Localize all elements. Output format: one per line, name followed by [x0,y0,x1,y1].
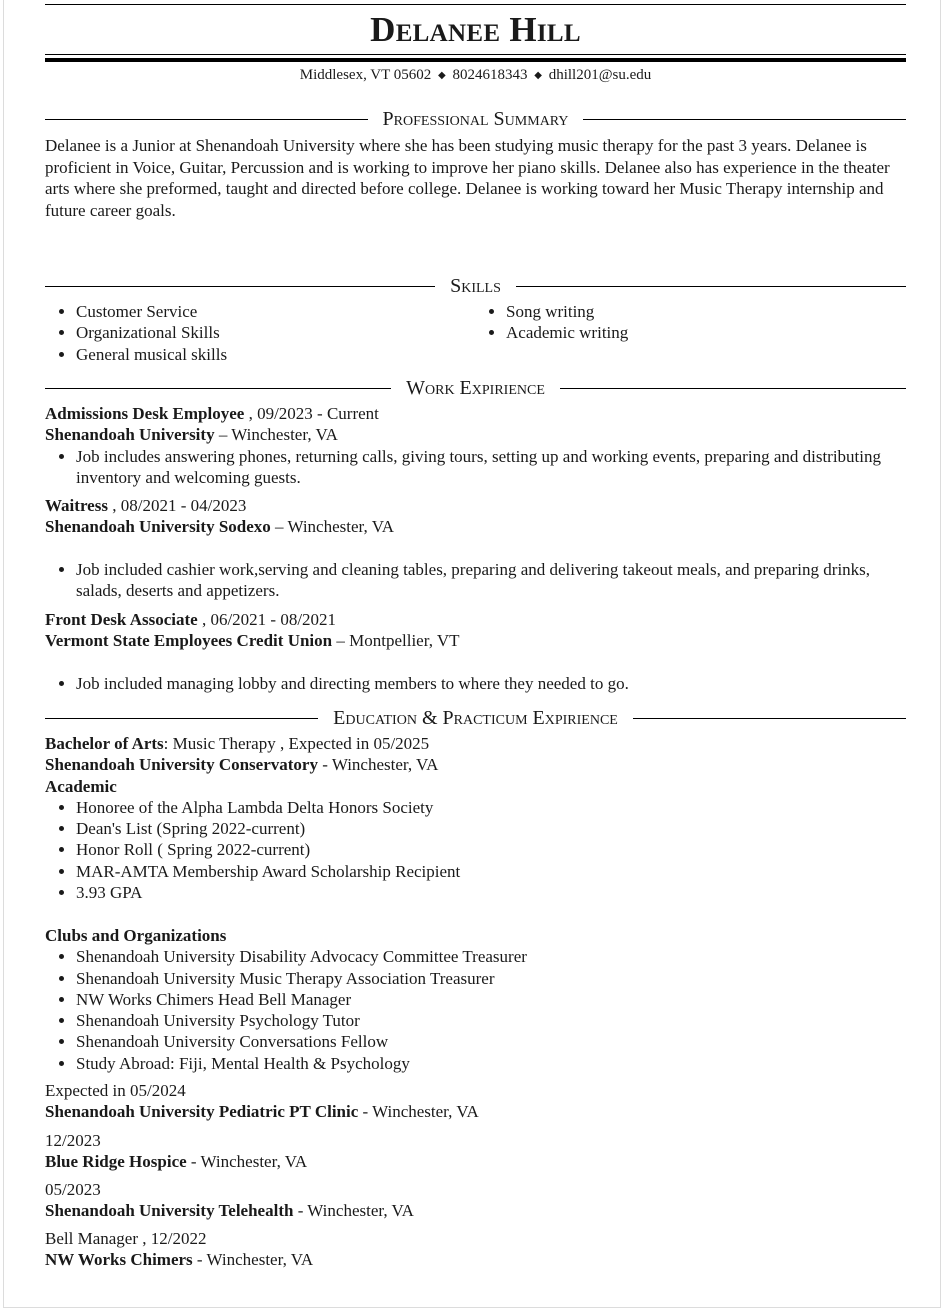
job-location: – Winchester, VA [214,425,338,445]
job-dates: , 09/2023 - Current [244,404,379,423]
job-employer: Vermont State Employees Credit Union [45,631,333,651]
practicum-date: 05/2023 [45,1180,101,1199]
job-employer: Shenandoah University [45,425,215,445]
academic-heading: Academic [45,776,117,796]
practicum-place: NW Works Chimers [45,1250,193,1270]
practicum-date: 12/2023 [45,1131,101,1150]
candidate-name: Delanee Hill [370,10,581,49]
school-line [45,754,906,775]
heading-rule [516,286,906,287]
job-bullets [45,673,906,694]
clubs-entry [45,925,906,1074]
academic-list [45,797,906,903]
practicum-date: Expected in 05/2024 [45,1081,186,1100]
school-location: - Winchester, VA [317,755,439,775]
job-title: Admissions Desk Employee [45,404,245,423]
heading-rule [560,388,906,389]
practicum-entry [45,1080,906,1123]
academic-item: • MAR-AMTA Membership Award Scholarship Recipient [76,861,906,882]
contact-location: Middlesex, VT 05602 [299,67,432,83]
practicum-place-line [45,1249,906,1270]
job-location: – Winchester, VA [270,517,395,537]
heading-rule [583,119,906,120]
skill-item: • Customer Service [76,301,475,322]
practicum-date: Bell Manager , 12/2022 [45,1229,207,1248]
resume-page [3,0,941,1308]
heading-rule [45,286,435,287]
contact-phone: 8024618343 [452,67,528,83]
job-bullet: • Job included cashier work,serving and cleaning tables, preparing and delivering takeout meals, and preparing drinks, salads, deserts and appetizers. [76,559,906,602]
academic-item: • Honor Roll ( Spring 2022-current) [76,839,906,860]
job-bullets [45,446,906,489]
academic-item: • 3.93 GPA [76,882,906,903]
job-dates: , 08/2021 - 04/2023 [107,496,247,515]
education-heading [45,706,906,730]
degree: Bachelor of Arts [45,734,164,753]
degree-line [45,733,906,754]
heading-rule [633,718,906,719]
practicum-place: Shenandoah University Telehealth [45,1201,294,1221]
skills-heading [45,274,906,298]
education-entry [45,733,906,903]
practicum-location: - Winchester, VA [186,1152,308,1172]
practicum-location: - Winchester, VA [358,1102,479,1122]
job-entry [45,495,906,601]
academic-item: • Honoree of the Alpha Lambda Delta Honors Society [76,797,906,818]
heading-rule [45,119,368,120]
club-item: • NW Works Chimers Head Bell Manager [76,989,906,1010]
academic-item: • Dean's List (Spring 2022-current) [76,818,906,839]
skill-item: • Song writing [506,301,906,322]
job-title: Waitress [45,496,108,515]
heading-rule [45,718,318,719]
practicum-entry [45,1130,906,1173]
work-heading-title: Work Expirience [406,377,545,399]
contact-email: dhill201@su.edu [548,67,652,83]
diamond-separator-icon: ◆ [534,70,542,81]
job-title-line [45,403,906,424]
clubs-list [45,946,906,1074]
job-bullet: • Job includes answering phones, returning calls, giving tours, setting up and working events, preparing and distributing inventory and welcoming guests. [76,446,906,489]
practicum-entry [45,1228,906,1271]
job-dates: , 06/2021 - 08/2021 [197,610,337,629]
job-title-line [45,609,906,630]
club-item: • Shenandoah University Disability Advocacy Committee Treasurer [76,946,906,967]
club-item: • Study Abroad: Fiji, Mental Health & Psychology [76,1053,906,1074]
clubs-heading: Clubs and Organizations [45,926,227,945]
degree-detail: : Music Therapy , Expected in 05/2025 [163,734,430,753]
top-rule [45,4,906,5]
job-bullets [45,559,906,602]
skill-item: • General musical skills [76,344,475,365]
club-item: • Shenandoah University Psychology Tutor [76,1010,906,1031]
practicum-location: - Winchester, VA [293,1201,414,1221]
skills-heading-title: Skills [450,275,501,297]
skills-left-list [45,301,475,365]
education-heading-title: Education & Practicum Expirience [333,707,618,729]
practicum-location: - Winchester, VA [192,1250,314,1270]
job-title: Front Desk Associate [45,610,198,629]
name-rule [45,54,906,62]
skill-item: • Academic writing [506,322,906,343]
job-entry [45,403,906,488]
diamond-separator-icon: ◆ [438,70,446,81]
practicum-place-line [45,1151,906,1172]
contact-line [45,66,906,86]
skills-left-column [45,301,475,365]
job-bullet: • Job included managing lobby and directing members to where they needed to go. [76,673,906,694]
practicum-entry [45,1179,906,1222]
school: Shenandoah University Conservatory [45,755,318,775]
skill-item: • Organizational Skills [76,322,475,343]
job-title-line [45,495,906,516]
practicum-place-line [45,1200,906,1221]
club-item: • Shenandoah University Conversations Fellow [76,1031,906,1052]
summary-heading [45,107,906,131]
summary-text: Delanee is a Junior at Shenandoah University where she has been studying music therapy for the past 3 years. Delanee is proficient in Voice, Guitar, Percussion and is working to improve her piano skills. Delanee also has experience in the theater arts where she preformed, taught and directed before college. Delanee is working toward her Music Therapy internship and future career goals. [45,136,890,220]
job-employer-line [45,516,906,537]
job-employer: Shenandoah University Sodexo [45,517,271,537]
heading-rule [45,388,391,389]
work-heading [45,376,906,400]
practicum-place-line [45,1101,906,1122]
job-entry [45,609,906,694]
summary-heading-title: Professional Summary [382,108,569,130]
job-location: – Montpellier, VT [332,631,460,651]
practicum-place: Blue Ridge Hospice [45,1152,187,1172]
skills-right-list [475,301,906,344]
job-employer-line [45,630,906,651]
job-employer-line [45,424,906,445]
skills-right-column [475,301,906,344]
club-item: • Shenandoah University Music Therapy Association Treasurer [76,968,906,989]
practicum-place: Shenandoah University Pediatric PT Clinic [45,1102,359,1122]
